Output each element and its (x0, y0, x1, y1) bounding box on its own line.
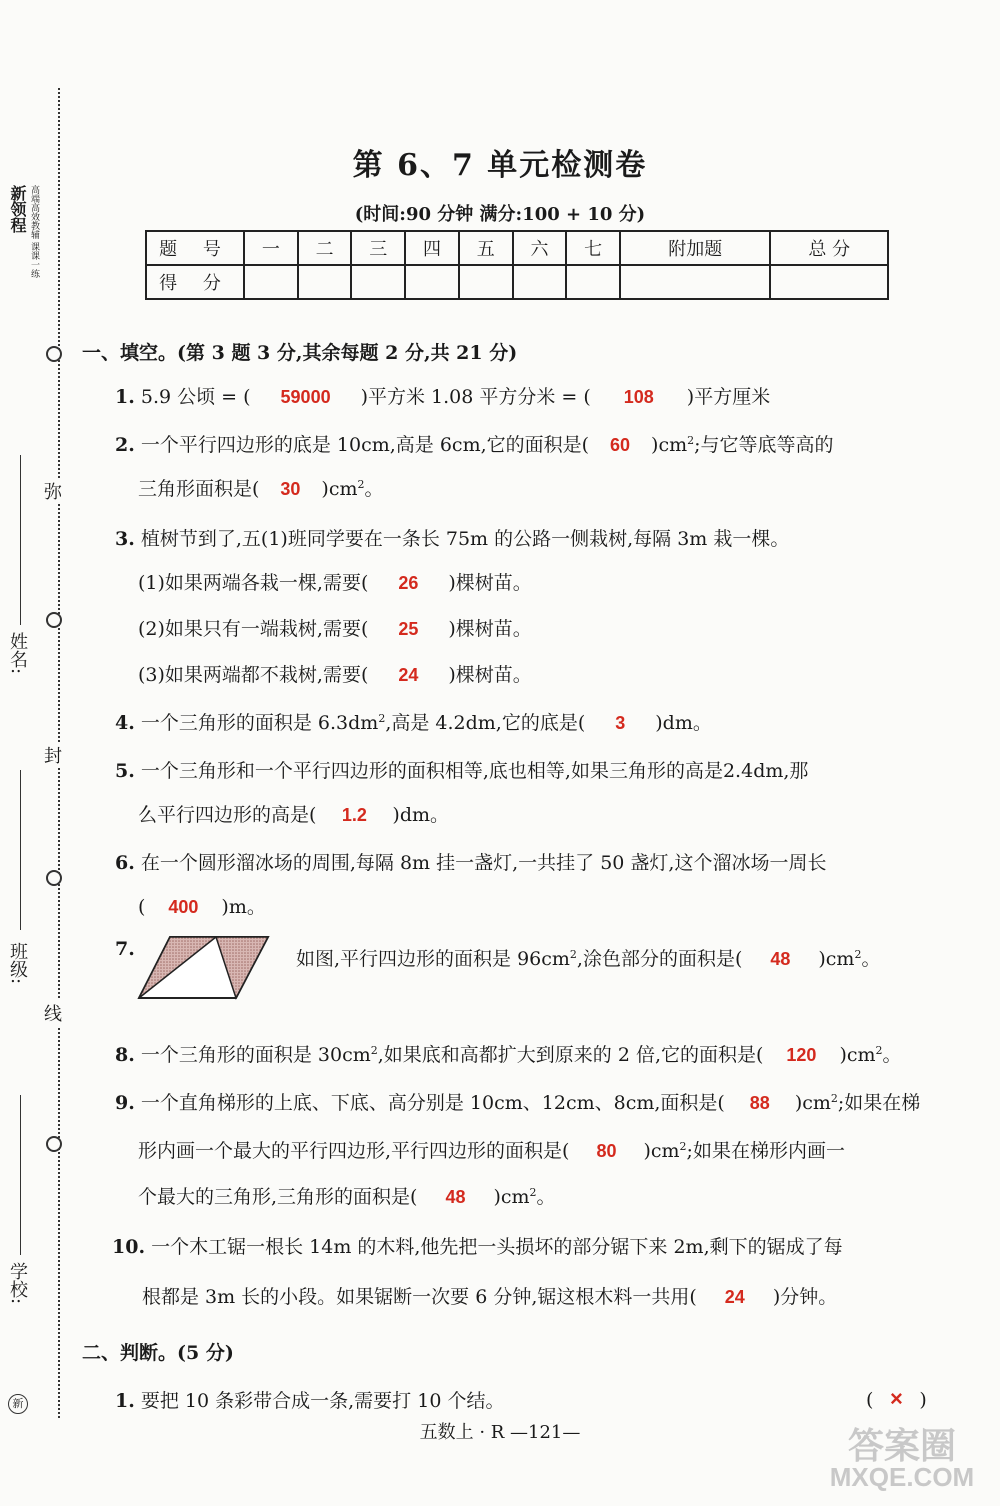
table-cell: 二 (298, 231, 352, 265)
answer-field[interactable]: 80 (596, 1141, 617, 1161)
question-text: (3)如果两端都不栽树,需要( (138, 664, 369, 686)
question-text: (1)如果两端各栽一棵,需要( (138, 572, 369, 594)
answer-field[interactable]: 400 (168, 897, 199, 917)
question-3-3 (138, 660, 532, 687)
question-text: )dm。 (655, 712, 712, 734)
page-footer: 五数上 · R —121— (419, 1422, 581, 1443)
question-text: )棵树苗。 (448, 618, 532, 640)
question-1 (115, 382, 770, 409)
section-heading-judge: 二、判断。(5 分) (82, 1342, 234, 1364)
watermark-url: MXQE.COM (829, 1462, 975, 1492)
question-text: ,涂色部分的面积是( (576, 948, 743, 970)
table-cell: 题 号 (146, 231, 244, 265)
seal-char-xian: 线 (44, 1000, 62, 1026)
watermark: 答案圈 (847, 1425, 956, 1466)
question-text: 根都是 3m 长的小段。如果锯断一次要 6 分钟,锯这根木料一共用( (142, 1286, 697, 1308)
question-text: 形内画一个最大的平行四边形,平行四边形的面积是( (138, 1140, 570, 1162)
table-cell: 六 (513, 231, 567, 265)
superscript: 2 (830, 1092, 838, 1105)
judge-question-1 (115, 1386, 504, 1413)
question-text: ;与它等底等高的 (694, 434, 834, 456)
question-number: 8. (115, 1044, 135, 1066)
question-10 (112, 1232, 843, 1259)
superscript: 2 (875, 1044, 883, 1057)
question-5 (115, 756, 808, 783)
question-number: 2. (115, 434, 135, 456)
score-cell[interactable] (770, 265, 888, 299)
question-text: 么平行四边形的高是( (138, 804, 317, 826)
question-9-cont-1 (138, 1136, 845, 1163)
question-text: 一个直角梯形的上底、下底、高分别是 10cm、12cm、8cm,面积是( (140, 1092, 725, 1114)
question-text: )cm (321, 478, 358, 500)
question-text: 5.9 公顷 = ( (140, 386, 251, 408)
name-field-label: 姓名: (7, 632, 28, 675)
question-9 (115, 1088, 920, 1115)
question-4 (115, 708, 712, 735)
question-text: )cm (794, 1092, 831, 1114)
class-field-line[interactable] (20, 770, 21, 930)
superscript: 2 (357, 478, 365, 491)
question-text: 要把 10 条彩带合成一条,需要打 10 个结。 (140, 1390, 505, 1412)
superscript: 2 (569, 948, 577, 961)
score-cell[interactable] (244, 265, 298, 299)
name-field-line[interactable] (20, 455, 21, 625)
school-field-line[interactable] (20, 1095, 21, 1255)
superscript: 2 (529, 1186, 537, 1199)
question-text: )m。 (221, 896, 266, 918)
binding-hole-icon (46, 870, 62, 886)
score-cell[interactable] (405, 265, 459, 299)
question-text: 个最大的三角形,三角形的面积是( (138, 1186, 418, 1208)
binding-hole-icon (46, 1136, 62, 1152)
question-9-cont-2 (138, 1182, 556, 1209)
table-cell: 总 分 (770, 231, 888, 265)
question-number: 9. (115, 1092, 135, 1114)
question-text: )cm (643, 1140, 680, 1162)
answer-field[interactable]: 59000 (280, 387, 331, 407)
score-table (145, 230, 889, 300)
question-text: 一个平行四边形的底是 10cm,高是 6cm,它的面积是( (140, 434, 590, 456)
answer-field[interactable]: 30 (280, 479, 301, 499)
question-text: )cm (493, 1186, 530, 1208)
question-number: 1. (115, 386, 135, 408)
question-3-1 (138, 568, 532, 595)
question-2 (115, 430, 834, 457)
question-number: 1. (115, 1390, 135, 1412)
score-cell[interactable] (351, 265, 405, 299)
answer-field[interactable]: 3 (615, 713, 626, 733)
question-text: 一个三角形和一个平行四边形的面积相等,底也相等,如果三角形的高是2.4dm,那 (140, 760, 809, 782)
question-text: )cm (818, 948, 855, 970)
question-6 (115, 848, 826, 875)
answer-field[interactable]: 120 (786, 1045, 817, 1065)
table-cell: 一 (244, 231, 298, 265)
question-text: ;如果在梯 (837, 1092, 921, 1114)
question-text: ,高是 4.2dm,它的底是( (385, 712, 586, 734)
superscript: 2 (687, 434, 695, 447)
question-number: 7. (115, 938, 135, 960)
class-field-label: 班级: (7, 942, 28, 985)
question-number: 4. (115, 712, 135, 734)
answer-field[interactable]: 24 (398, 665, 419, 685)
question-text: )平方厘米 (686, 386, 771, 408)
question-text: )棵树苗。 (448, 664, 532, 686)
answer-field[interactable]: 25 (398, 619, 419, 639)
answer-field[interactable]: 48 (770, 949, 791, 969)
answer-field[interactable]: 108 (623, 387, 654, 407)
question-text: 植树节到了,五(1)班同学要在一条长 75m 的公路一侧栽树,每隔 3m 栽一棵。 (140, 528, 790, 550)
score-table-score-row (146, 265, 888, 299)
score-cell[interactable] (459, 265, 513, 299)
page-subtitle: (时间:90 分钟 满分:100 + 10 分) (354, 204, 646, 225)
question-text: 。 (861, 948, 881, 970)
table-cell: 四 (405, 231, 459, 265)
superscript: 2 (378, 712, 386, 725)
question-text: (2)如果只有一端栽树,需要( (138, 618, 369, 640)
question-2-cont (138, 474, 384, 501)
question-text: 在一个圆形溜冰场的周围,每隔 8m 挂一盏灯,一共挂了 50 盏灯,这个溜冰场一周长 (140, 852, 827, 874)
question-8 (115, 1040, 902, 1067)
question-text: 一个三角形的面积是 30cm (140, 1044, 371, 1066)
answer-field[interactable]: 24 (724, 1287, 745, 1307)
answer-field[interactable]: 1.2 (341, 805, 367, 825)
question-5-cont (138, 800, 449, 827)
question-text: ,如果底和高都扩大到原来的 2 倍,它的面积是( (377, 1044, 764, 1066)
seal-char-mi: 弥 (44, 478, 62, 504)
table-cell: 三 (351, 231, 405, 265)
answer-field[interactable]: 48 (445, 1187, 466, 1207)
bracket: ) (919, 1389, 927, 1411)
table-cell: 七 (566, 231, 620, 265)
question-3-2 (138, 614, 532, 641)
question-text: ( (138, 896, 146, 918)
superscript: 2 (854, 948, 862, 961)
question-text: 一个三角形的面积是 6.3dm (140, 712, 379, 734)
question-text: ;如果在梯形内画一 (686, 1140, 845, 1162)
question-text: 三角形面积是( (138, 478, 260, 500)
section-heading-fill-in: 一、填空。(第 3 题 3 分,其余每题 2 分,共 21 分) (82, 342, 518, 364)
question-text: 。 (364, 478, 384, 500)
seal-char-feng: 封 (44, 742, 62, 768)
question-3 (115, 524, 789, 551)
judge-answer (866, 1386, 927, 1412)
binding-hole-icon (46, 612, 62, 628)
superscript: 2 (370, 1044, 378, 1057)
answer-field[interactable]: 26 (398, 573, 419, 593)
brand-logo: 新领程 (8, 185, 27, 233)
question-7-number (115, 938, 135, 960)
score-table-header-row (146, 231, 888, 265)
question-number: 5. (115, 760, 135, 782)
table-cell: 附加题 (620, 231, 770, 265)
score-cell[interactable] (566, 265, 620, 299)
question-number: 10. (112, 1236, 146, 1258)
table-cell: 得 分 (146, 265, 244, 299)
bracket: ( (866, 1389, 874, 1411)
brand-tagline: 高端高效教辅 课课一练 (29, 185, 39, 278)
question-text: 。 (882, 1044, 902, 1066)
question-text: 。 (536, 1186, 556, 1208)
score-cell[interactable] (513, 265, 567, 299)
school-field-label: 学校: (7, 1262, 28, 1305)
question-text: )棵树苗。 (448, 572, 532, 594)
corner-badge: 新 (8, 1394, 28, 1414)
question-text: 如图,平行四边形的面积是 96cm (296, 948, 570, 970)
page-title: 第 6、7 单元检测卷 (352, 148, 648, 183)
question-text: )平方米 1.08 平方分米 = ( (360, 386, 591, 408)
question-number: 6. (115, 852, 135, 874)
question-text: )cm (651, 434, 688, 456)
question-text: )分钟。 (772, 1286, 838, 1308)
question-text: )cm (839, 1044, 876, 1066)
answer-field[interactable]: 88 (749, 1093, 770, 1113)
answer-field[interactable]: × (889, 1386, 903, 1411)
question-10-cont (142, 1282, 837, 1309)
question-text: 一个木工锯一根长 14m 的木料,他先把一头损坏的部分锯下来 2m,剩下的锯成了每 (151, 1236, 843, 1258)
score-cell[interactable] (620, 265, 770, 299)
score-cell[interactable] (298, 265, 352, 299)
parallelogram-figure (136, 934, 272, 1002)
answer-field[interactable]: 60 (610, 435, 631, 455)
binding-hole-icon (46, 346, 62, 362)
superscript: 2 (679, 1140, 687, 1153)
question-number: 3. (115, 528, 135, 550)
question-6-cont (138, 892, 266, 919)
question-text: )dm。 (392, 804, 450, 826)
table-cell: 五 (459, 231, 513, 265)
question-7 (296, 944, 880, 971)
